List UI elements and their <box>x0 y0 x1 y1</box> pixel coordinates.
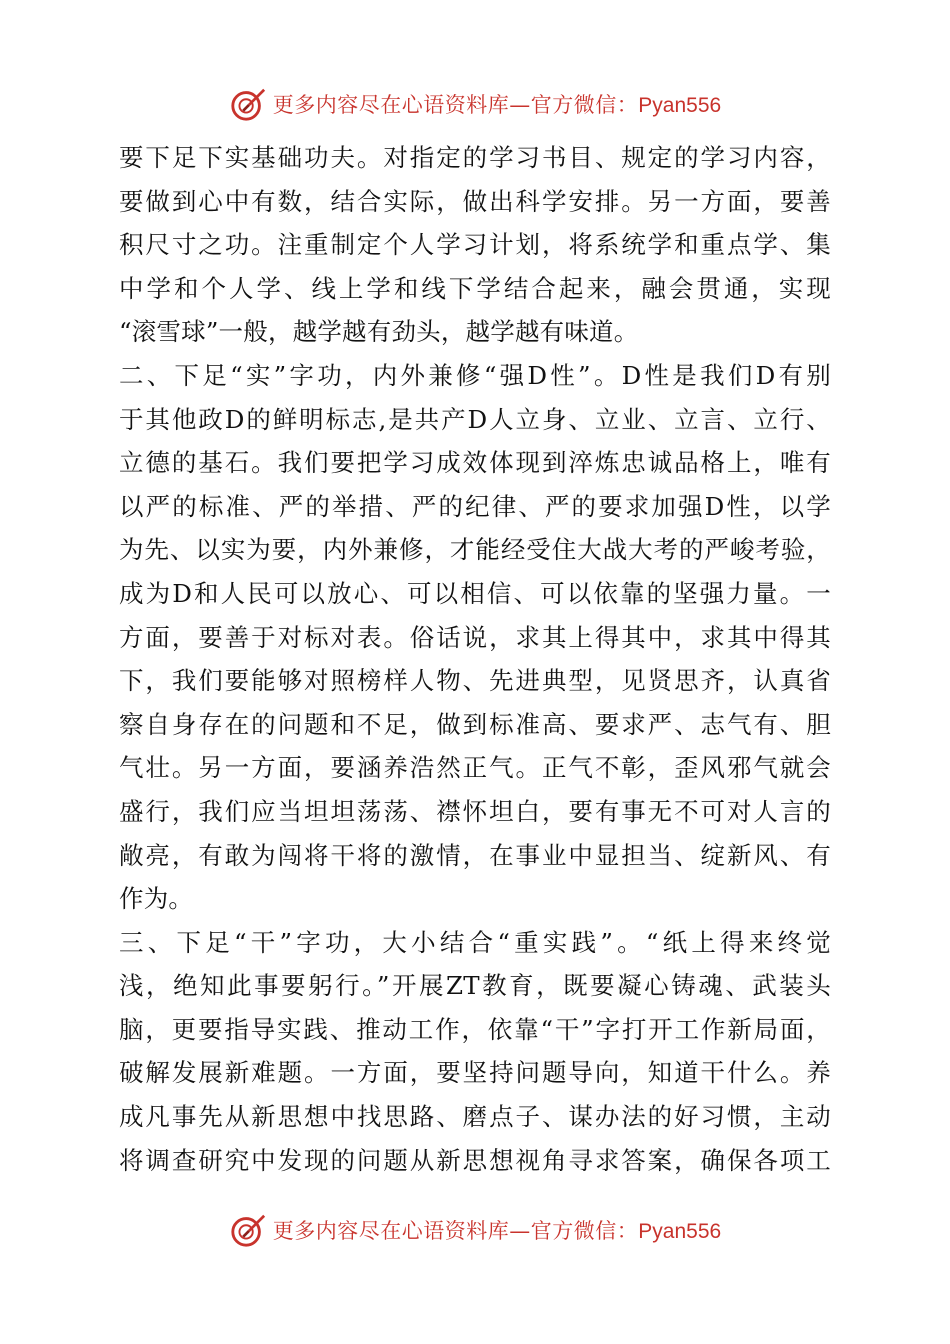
body-line: 下，我们要能够对照榜样人物、先进典型，见贤思齐，认真省 <box>119 666 831 696</box>
body-line: 为先、以实为要，内外兼修，才能经受住大战大考的严峻考验， <box>119 535 831 565</box>
section-heading-line: 三、下足“干”字功，大小结合“重实践”。“纸上得来终觉 <box>119 927 831 957</box>
body-line: 成为D和人民可以放心、可以相信、可以依靠的坚强力量。一 <box>119 578 831 608</box>
body-line: 破解发展新难题。一方面，要坚持问题导向，知道干什么。养 <box>119 1058 831 1088</box>
body-line: 方面，要善于对标对表。俗话说，求其上得其中，求其中得其 <box>119 622 831 652</box>
footer-watermark <box>0 1208 950 1252</box>
body-line: 成凡事先从新思想中找思路、磨点子、谋办法的好习惯，主动 <box>119 1102 831 1132</box>
body-line: 中学和个人学、线上学和线下学结合起来，融会贯通，实现 <box>119 273 831 303</box>
body-line: 脑，更要指导实践、推动工作，依靠“干”字打开工作新局面， <box>119 1014 831 1044</box>
footer-watermark-handle: Pyan556 <box>638 1220 722 1243</box>
pen-logo-icon <box>229 1211 267 1249</box>
body-line: 将调查研究中发现的问题从新思想视角寻求答案，确保各项工 <box>119 1145 831 1175</box>
body-line: 察自身存在的问题和不足，做到标准高、要求严、志气有、胆 <box>119 709 831 739</box>
pen-logo-icon <box>229 85 267 123</box>
header-watermark <box>0 82 950 126</box>
body-line: 立德的基石。我们要把学习成效体现到淬炼忠诚品格上，唯有 <box>119 448 831 478</box>
body-line: 浅，绝知此事要躬行。”开展ZT教育，既要凝心铸魂、武装头 <box>119 971 831 1001</box>
body-line: 要做到心中有数，结合实际，做出科学安排。另一方面，要善 <box>119 186 831 216</box>
body-line: 敞亮，有敢为闯将干将的激情，在事业中显担当、绽新风、有 <box>119 840 831 870</box>
section-heading-line: 二、下足“实”字功，内外兼修“强D性”。D性是我们D有别 <box>119 360 831 390</box>
body-line: 于其他政D的鲜明标志,是共产D人立身、立业、立言、立行、 <box>119 404 831 434</box>
body-line: 以严的标准、严的举措、严的纪律、严的要求加强D性，以学 <box>119 491 831 521</box>
header-watermark-text: 更多内容尽在心语资料库—官方微信：Pyan556 <box>272 93 722 117</box>
body-line: 气壮。另一方面，要涵养浩然正气。正气不彰，歪风邪气就会 <box>119 753 831 783</box>
body-line: 盛行，我们应当坦坦荡荡、襟怀坦白，要有事无不可对人言的 <box>119 796 831 826</box>
body-line: “滚雪球”一般，越学越有劲头，越学越有味道。 <box>119 317 639 347</box>
body-line: 积尺寸之功。注重制定个人学习计划，将系统学和重点学、集 <box>119 230 831 260</box>
footer-watermark-text: 更多内容尽在心语资料库—官方微信：Pyan556 <box>272 1219 722 1243</box>
document-body <box>119 136 831 1182</box>
body-line: 要下足下实基础功夫。对指定的学习书目、规定的学习内容， <box>119 143 831 172</box>
body-line: 作为。 <box>119 884 194 914</box>
header-watermark-handle: Pyan556 <box>638 94 722 117</box>
